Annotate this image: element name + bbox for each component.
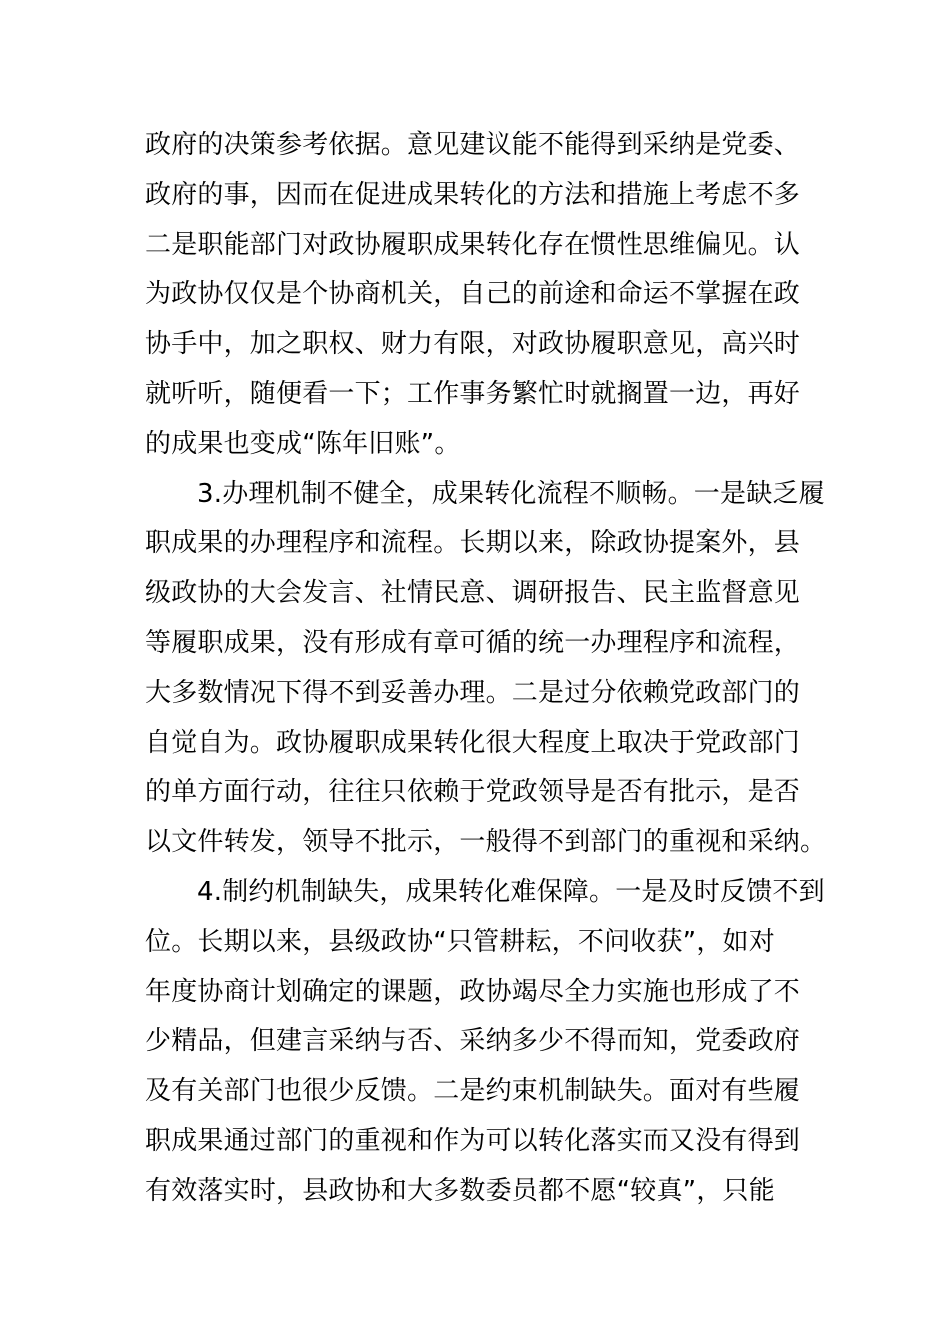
text-line: 年度协商计划确定的课题，政协竭尽全力实施也形成了不 [145, 976, 801, 1007]
text-line: 协手中，加之职权、财力有限，对政协履职意见，高兴时 [145, 329, 801, 360]
text-line: 位。长期以来，县级政协“只管耕耘，不问收获”，如对 [145, 926, 775, 957]
text-line: 的单方面行动，往往只依赖于党政领导是否有批示，是否 [145, 777, 801, 808]
text-line: 级政协的大会发言、社情民意、调研报告、民主监督意见 [145, 578, 801, 609]
text-line: 自觉自为。政协履职成果转化很大程度上取决于党政部门 [145, 727, 801, 758]
text-line: 等履职成果，没有形成有章可循的统一办理程序和流程， [145, 627, 801, 658]
text-line: 的成果也变成“陈年旧账”。 [145, 428, 461, 459]
text-line: 大多数情况下得不到妥善办理。二是过分依赖党政部门的 [145, 677, 801, 708]
text-line: 二是职能部门对政协履职成果转化存在惯性思维偏见。认 [145, 229, 801, 260]
text-line: 政府的事，因而在促进成果转化的方法和措施上考虑不多 [145, 179, 801, 210]
text-line: 以文件转发，领导不批示，一般得不到部门的重视和采纳。 [145, 827, 827, 858]
text-line: 4.制约机制缺失，成果转化难保障。一是及时反馈不到 [197, 876, 825, 907]
text-line: 及有关部门也很少反馈。二是约束机制缺失。面对有些履 [145, 1076, 801, 1107]
text-line: 少精品，但建言采纳与否、采纳多少不得而知，党委政府 [145, 1026, 801, 1057]
text-line: 就听听，随便看一下；工作事务繁忙时就搁置一边，再好 [145, 378, 801, 409]
text-line: 职成果的办理程序和流程。长期以来，除政协提案外，县 [145, 528, 801, 559]
text-line: 政府的决策参考依据。意见建议能不能得到采纳是党委、 [145, 130, 801, 160]
text-line: 3.办理机制不健全，成果转化流程不顺畅。一是缺乏履 [197, 478, 825, 509]
body-text [145, 121, 825, 1217]
text-line: 有效落实时，县政协和大多数委员都不愿“较真”，只能 [145, 1175, 775, 1206]
text-line: 为政协仅仅是个协商机关，自己的前途和命运不掌握在政 [145, 279, 801, 310]
text-line: 职成果通过部门的重视和作为可以转化落实而又没有得到 [145, 1125, 801, 1156]
